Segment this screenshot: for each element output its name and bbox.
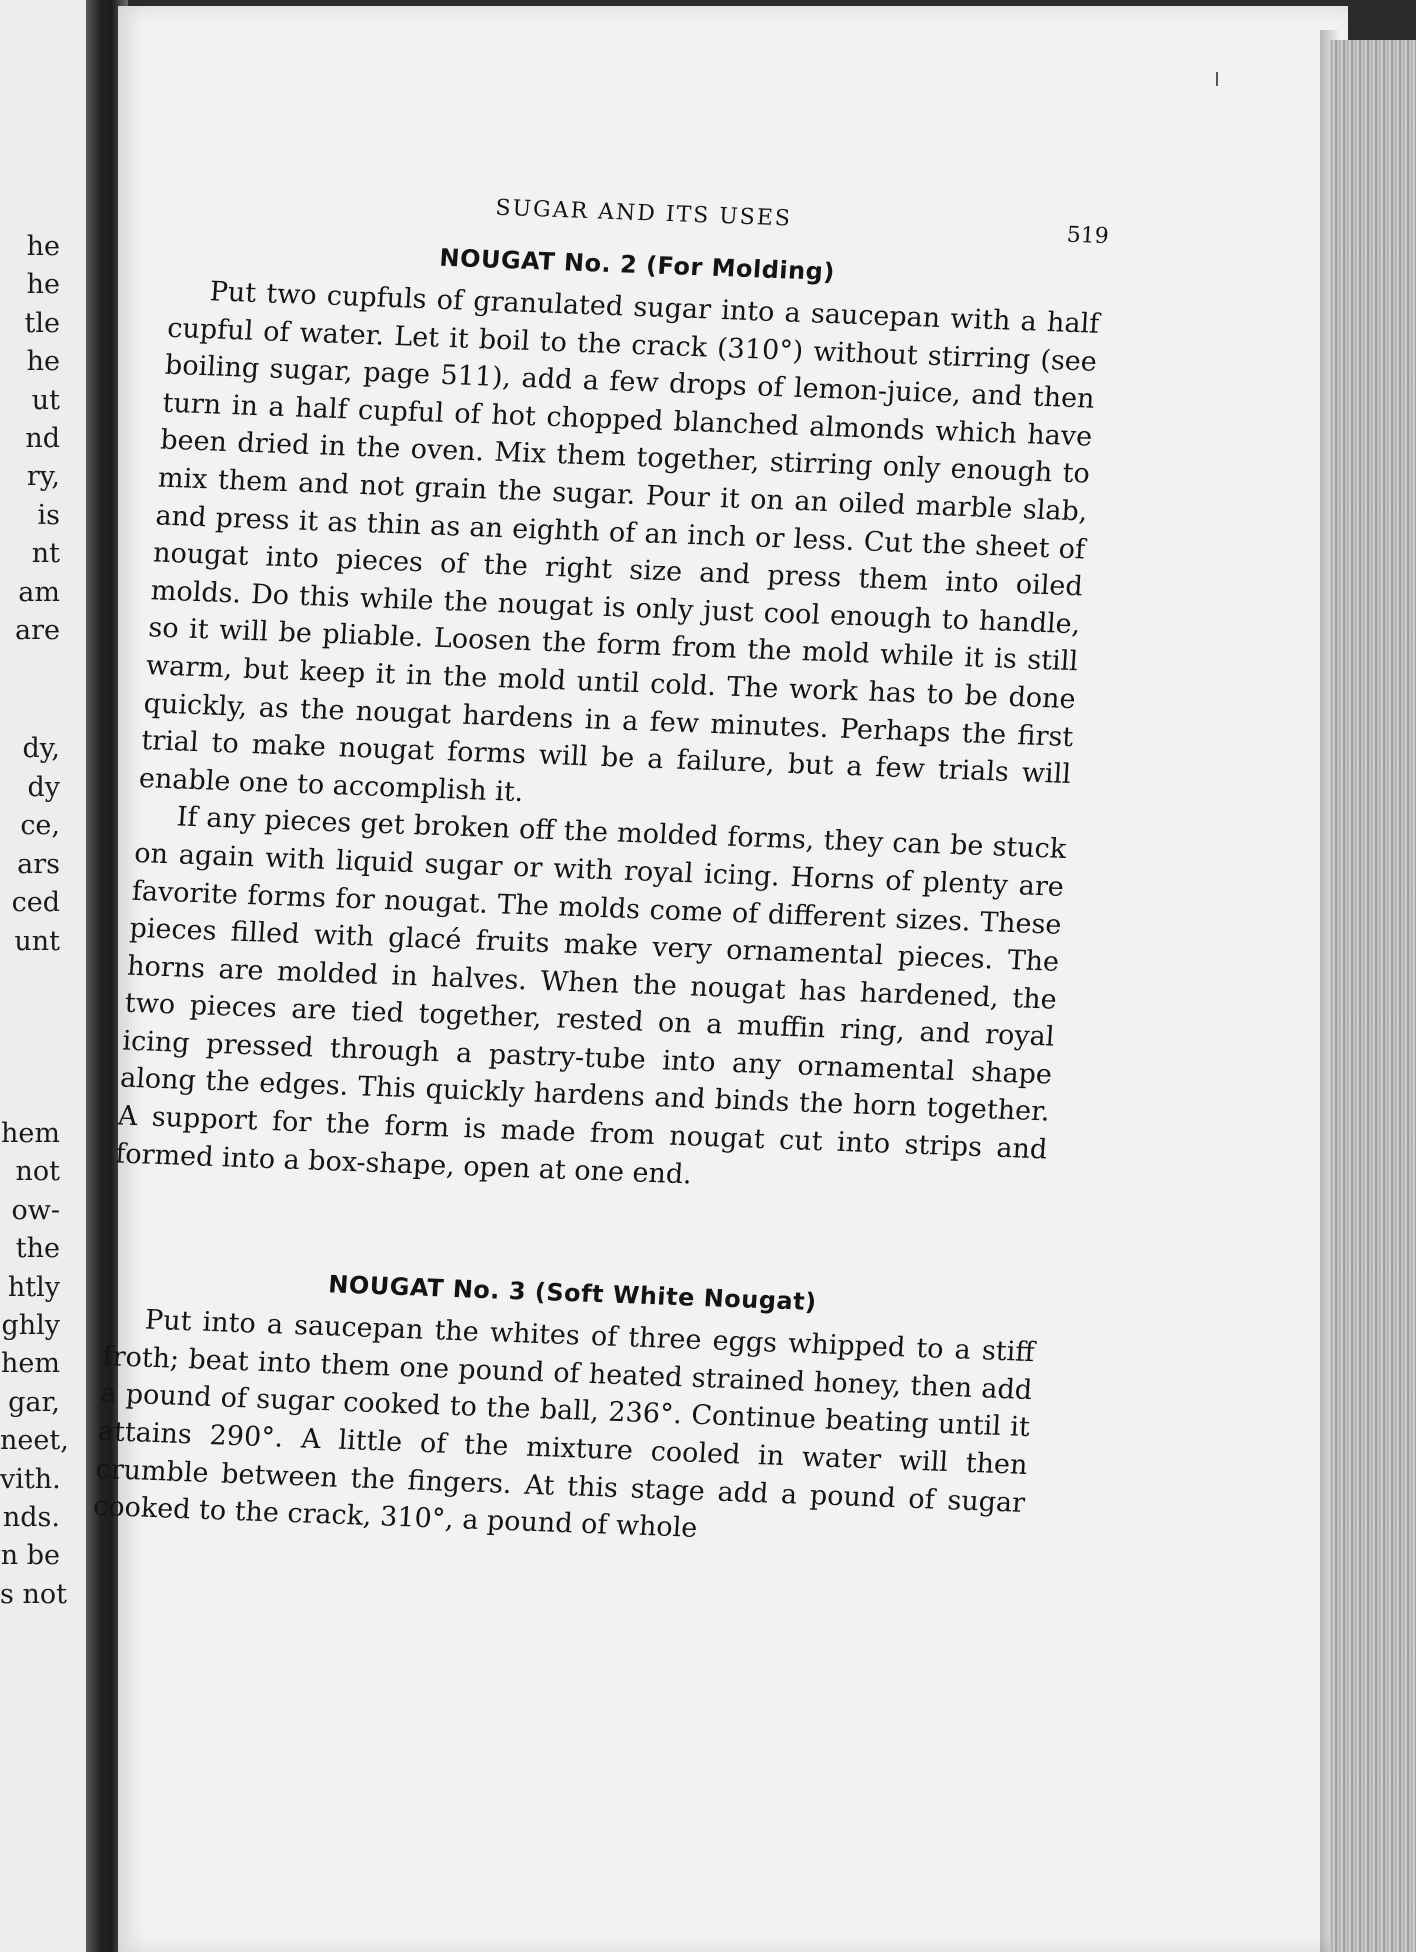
fragment: ut [31,384,60,416]
fragment: nds. [2,1501,60,1533]
section-title: NOUGAT No. 2 (For Molding) [438,243,836,287]
fragment: unt [14,925,60,957]
stray-mark [1216,72,1218,86]
fragment: ow- [11,1194,60,1226]
fragment: dy [27,771,60,803]
page-content [92,160,1110,1560]
fragment: tle [24,307,60,339]
fragment: ce, [20,810,60,842]
fragment: gar, [8,1386,60,1418]
page-block-edges [1330,40,1416,1952]
paragraph: Put into a saucepan the whites of three eggs whipped to a stiff froth; beat into them one pound of heated strained honey, then add a pound of sugar cooked to the ball, 236°. Continue beating until it attains 290°. A little of the mixture cooled in water will then crumble between the fingers. At this stage add a pound of sugar cooked to the crack, 310°, a pound of whole [92,1304,1036,1545]
fragment: ars [17,848,60,880]
fragment: s not [0,1578,67,1610]
section-title: NOUGAT No. 3 (Soft White Nougat) [327,1270,818,1317]
running-title: SUGAR AND ITS USES [494,195,793,232]
fragment: n be [0,1540,60,1572]
fragment: ghly [1,1309,60,1341]
fragment: htly [7,1271,60,1303]
fragment: neet, [0,1425,69,1457]
fragment: he [26,269,60,301]
fragment: nt [31,538,60,570]
fragment: ced [11,887,60,919]
fragment: he [26,346,60,378]
fragment: not [15,1156,60,1188]
fragment: the [15,1233,60,1265]
fragment: vith. [0,1463,61,1495]
fragment: hem [1,1348,60,1380]
page-number: 519 [1065,222,1110,250]
left-page-text-fragments [0,228,69,1614]
fragment: are [15,615,60,647]
fragment: ry, [26,461,60,493]
paragraph: If any pieces get broken off the molded forms, they can be stuck on again with liquid sugar or with royal icing. Horns of plenty are favorite forms for nougat. The molds come of different sizes. These pieces filled with glacé fruits make very ornamental pieces. The horns are molded in halves. When the nougat has hardened, the two pieces are tied together, rested on a muffin ring, and royal icing pressed through a pastry-tube into any ornamental shape along the edges. This quickly hardens and binds the horn together. A support for the form is made from nougat cut into strips and formed into a box-shape, open at one end. [114,801,1068,1191]
paragraph: Put two cupfuls of granulated sugar into a saucepan with a half cupful of water. Let it boil to the crack (310°) without stirring (see boiling sugar, page 511), add a few drops of lemon-juice, and then turn in a half cupful of hot chopped blanched almonds which have been dried in the oven. Mix them together, stirring only enough to mix them and not grain the sugar. Pour it on an oiled marble slab, and press it as thin as an eighth of an inch or less. Cut the sheet of nougat into pieces of the right size and press them into oiled molds. Do this while the nougat is only just cool enough to handle, so it will be pliable. Loosen the form from the mold while it is still warm, but keep it in the mold until cold. The work has to be done quickly, as the nougat hardens in a few minutes. Perhaps the first trial to make nougat forms will be a failure, but a few trials will enable one to accomplish it. [138,276,1101,808]
fragment: he [26,231,60,262]
fragment: nd [25,423,60,455]
fragment: is [37,499,60,531]
fragment: am [18,576,60,608]
fragment: dy, [22,733,60,765]
fragment: hem [1,1117,60,1149]
